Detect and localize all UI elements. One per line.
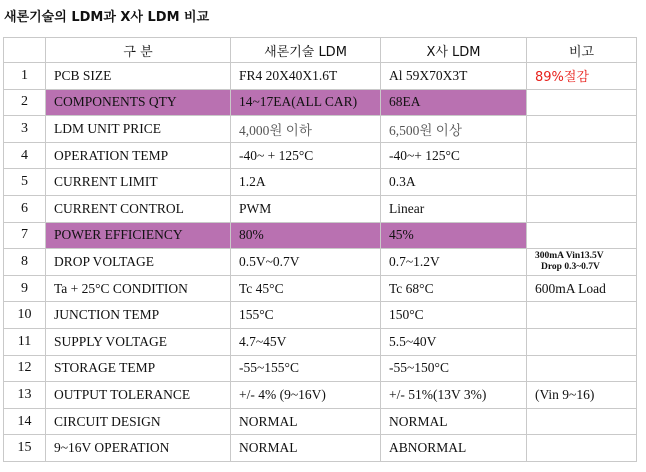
row-x-value: ABNORMAL bbox=[381, 435, 527, 462]
header-no bbox=[4, 38, 46, 63]
row-x-value: -40~+ 125°C bbox=[381, 142, 527, 169]
row-saeron-value: 4.7~45V bbox=[231, 328, 381, 355]
table-row bbox=[4, 169, 637, 196]
row-number: 14 bbox=[4, 408, 46, 435]
row-number: 2 bbox=[4, 89, 46, 116]
row-number: 3 bbox=[4, 116, 46, 143]
table-row bbox=[4, 116, 637, 143]
row-saeron-value: PWM bbox=[231, 195, 381, 222]
row-saeron-value: -40~ + 125°C bbox=[231, 142, 381, 169]
comparison-table bbox=[3, 37, 637, 462]
row-item: OUTPUT TOLERANCE bbox=[46, 382, 231, 409]
row-note bbox=[527, 195, 637, 222]
row-x-value: +/- 51%(13V 3%) bbox=[381, 382, 527, 409]
row-item: LDM UNIT PRICE bbox=[46, 116, 231, 143]
row-x-value: -55~150°C bbox=[381, 355, 527, 382]
row-item: POWER EFFICIENCY bbox=[46, 222, 231, 249]
table-row bbox=[4, 195, 637, 222]
table-row bbox=[4, 328, 637, 355]
row-note bbox=[527, 408, 637, 435]
table-row bbox=[4, 275, 637, 302]
row-note bbox=[527, 116, 637, 143]
row-saeron-value: 80% bbox=[231, 222, 381, 249]
row-saeron-value: 0.5V~0.7V bbox=[231, 249, 381, 276]
row-item: COMPONENTS QTY bbox=[46, 89, 231, 116]
row-item: JUNCTION TEMP bbox=[46, 302, 231, 329]
table-row bbox=[4, 89, 637, 116]
row-note: (Vin 9~16) bbox=[527, 382, 637, 409]
row-x-value: Al 59X70X3T bbox=[381, 63, 527, 90]
row-item: CIRCUIT DESIGN bbox=[46, 408, 231, 435]
row-saeron-value: -55~155°C bbox=[231, 355, 381, 382]
row-x-value: 0.3A bbox=[381, 169, 527, 196]
table-row bbox=[4, 435, 637, 462]
row-number: 6 bbox=[4, 195, 46, 222]
note-line: Drop 0.3~0.7V bbox=[541, 261, 600, 272]
row-number: 1 bbox=[4, 63, 46, 90]
row-x-value: 150°C bbox=[381, 302, 527, 329]
row-note bbox=[527, 142, 637, 169]
page-title: 새론기술의 LDM과 X사 LDM 비교 bbox=[4, 10, 210, 25]
row-item: Ta + 25°C CONDITION bbox=[46, 275, 231, 302]
row-x-value: Tc 68°C bbox=[381, 275, 527, 302]
row-note bbox=[527, 169, 637, 196]
row-saeron-value: NORMAL bbox=[231, 408, 381, 435]
row-note bbox=[527, 249, 637, 276]
table-row bbox=[4, 302, 637, 329]
row-number: 13 bbox=[4, 382, 46, 409]
row-saeron-value: 1.2A bbox=[231, 169, 381, 196]
table-row bbox=[4, 355, 637, 382]
header-saeron-ldm: 새론기술 LDM bbox=[231, 38, 381, 63]
row-note bbox=[527, 435, 637, 462]
row-number: 15 bbox=[4, 435, 46, 462]
row-item: STORAGE TEMP bbox=[46, 355, 231, 382]
table-row bbox=[4, 408, 637, 435]
row-x-value: 6,500원 이상 bbox=[381, 116, 527, 143]
row-number: 7 bbox=[4, 222, 46, 249]
row-item: CURRENT LIMIT bbox=[46, 169, 231, 196]
row-item: DROP VOLTAGE bbox=[46, 249, 231, 276]
row-saeron-value: FR4 20X40X1.6T bbox=[231, 63, 381, 90]
row-note bbox=[527, 302, 637, 329]
row-item: CURRENT CONTROL bbox=[46, 195, 231, 222]
header-x-ldm: X사 LDM bbox=[381, 38, 527, 63]
table-body bbox=[4, 63, 637, 462]
row-note: 600mA Load bbox=[527, 275, 637, 302]
row-x-value: NORMAL bbox=[381, 408, 527, 435]
row-item: 9~16V OPERATION bbox=[46, 435, 231, 462]
row-number: 8 bbox=[4, 249, 46, 276]
row-note bbox=[527, 355, 637, 382]
row-item: PCB SIZE bbox=[46, 63, 231, 90]
row-number: 11 bbox=[4, 328, 46, 355]
row-number: 10 bbox=[4, 302, 46, 329]
row-x-value: 68EA bbox=[381, 89, 527, 116]
row-saeron-value: 155°C bbox=[231, 302, 381, 329]
row-note bbox=[527, 328, 637, 355]
row-note: 89%절감 bbox=[527, 63, 637, 90]
table-row bbox=[4, 249, 637, 276]
row-x-value: 0.7~1.2V bbox=[381, 249, 527, 276]
row-number: 5 bbox=[4, 169, 46, 196]
row-item: OPERATION TEMP bbox=[46, 142, 231, 169]
row-x-value: 5.5~40V bbox=[381, 328, 527, 355]
table-row bbox=[4, 222, 637, 249]
row-note bbox=[527, 89, 637, 116]
row-x-value: 45% bbox=[381, 222, 527, 249]
row-saeron-value: 4,000원 이하 bbox=[231, 116, 381, 143]
row-number: 4 bbox=[4, 142, 46, 169]
table-header-row bbox=[4, 38, 637, 63]
header-note: 비고 bbox=[527, 38, 637, 63]
note-line: 300mA Vin13.5V bbox=[535, 250, 604, 261]
row-item: SUPPLY VOLTAGE bbox=[46, 328, 231, 355]
row-note bbox=[527, 222, 637, 249]
row-x-value: Linear bbox=[381, 195, 527, 222]
row-saeron-value: 14~17EA(ALL CAR) bbox=[231, 89, 381, 116]
table-row bbox=[4, 382, 637, 409]
table-row bbox=[4, 63, 637, 90]
header-category: 구 분 bbox=[46, 38, 231, 63]
row-saeron-value: NORMAL bbox=[231, 435, 381, 462]
row-saeron-value: Tc 45°C bbox=[231, 275, 381, 302]
row-saeron-value: +/- 4% (9~16V) bbox=[231, 382, 381, 409]
row-number: 9 bbox=[4, 275, 46, 302]
row-number: 12 bbox=[4, 355, 46, 382]
table-row bbox=[4, 142, 637, 169]
